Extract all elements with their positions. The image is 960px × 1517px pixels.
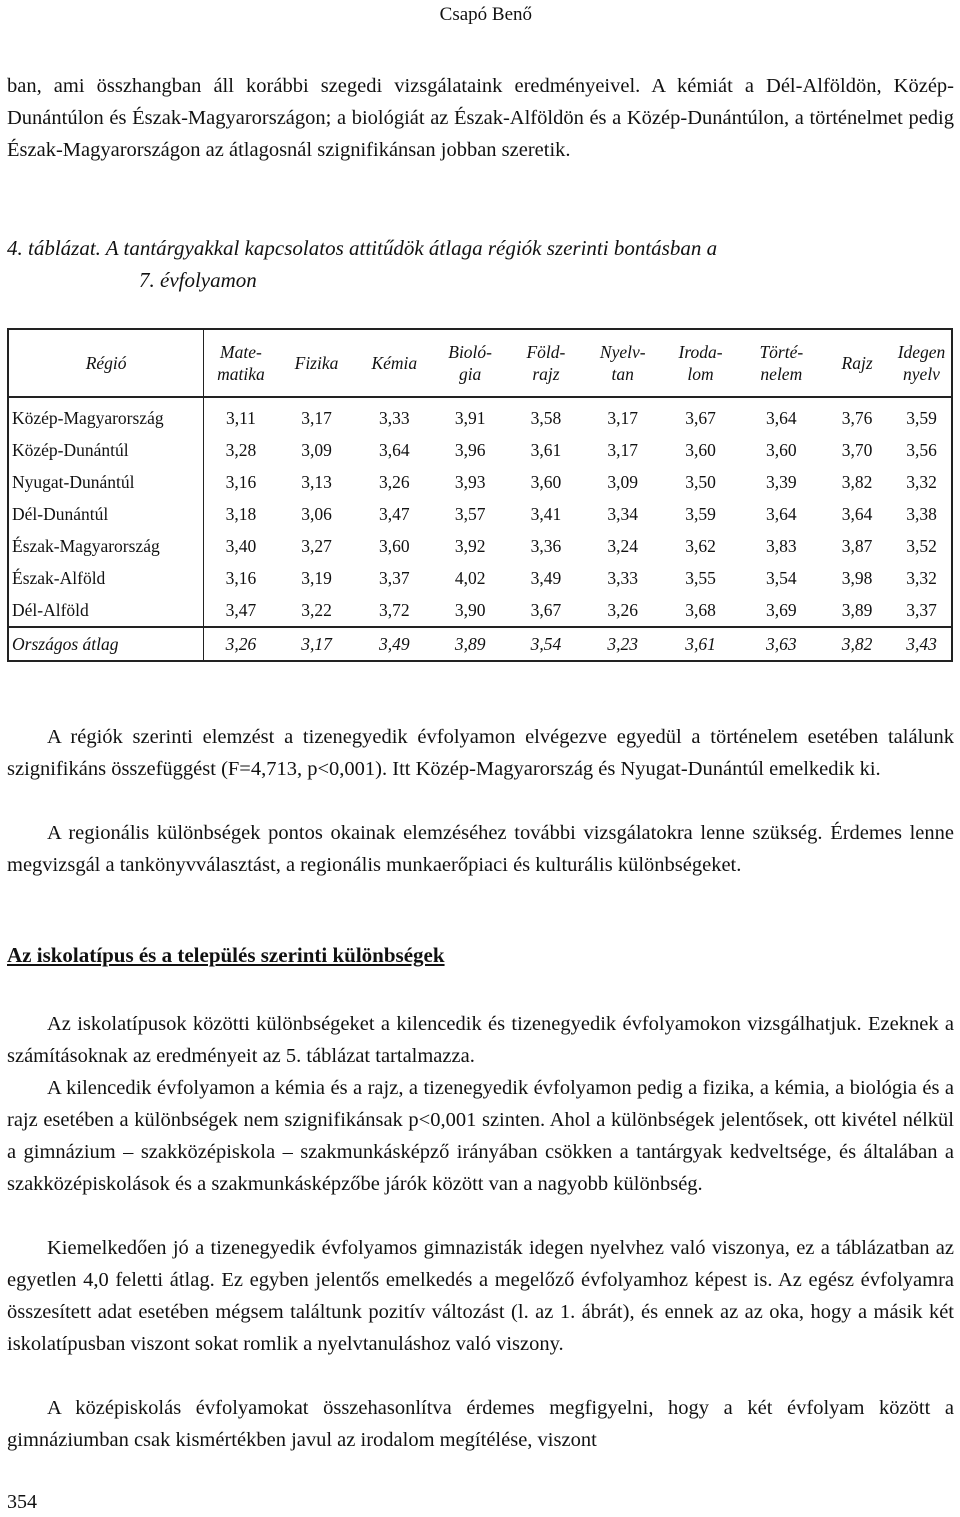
value-cell: 3,17 xyxy=(607,407,639,428)
value-cell: 3,60 xyxy=(530,471,562,492)
region-name-cell: Nyugat-Dunántúl xyxy=(8,466,204,498)
value-cell: 3,83 xyxy=(766,535,797,556)
average-row xyxy=(8,627,952,661)
section-paragraph-1: Az iskolatípusok közötti különbségeket a kilencedik és tizenegyedik évfolyamokon vizsgálhatjuk. Ezeknek a számításoknak az eredményeit az 5. táblázat tartalmazza. xyxy=(7,1013,954,1067)
value-cell: 3,24 xyxy=(607,535,639,556)
header-subject-part: Mate- xyxy=(220,342,262,362)
header-subject xyxy=(585,329,661,397)
value-cell: 3,96 xyxy=(454,439,486,460)
value-cell: 3,41 xyxy=(530,503,562,524)
table-caption xyxy=(7,232,954,296)
value-cell: 3,09 xyxy=(301,439,332,460)
header-subject-part: gia xyxy=(458,364,482,384)
value-cell: 3,61 xyxy=(661,627,741,661)
value-cell: 3,56 xyxy=(892,434,952,466)
value-cell: 3,64 xyxy=(766,407,797,428)
value-cell: 3,89 xyxy=(433,627,507,661)
value-cell: 3,06 xyxy=(301,503,332,524)
value-cell: 4,02 xyxy=(454,567,486,588)
value-cell: 3,60 xyxy=(379,535,410,556)
value-cell: 3,98 xyxy=(841,567,873,588)
value-cell: 3,47 xyxy=(225,599,257,620)
table-header-row xyxy=(8,329,952,397)
header-subject-part: Bioló- xyxy=(448,342,492,362)
header-subject xyxy=(822,329,892,397)
value-cell: 3,09 xyxy=(607,471,639,492)
value-cell: 3,23 xyxy=(585,627,661,661)
header-subject-part: tan xyxy=(611,364,634,384)
value-cell: 3,64 xyxy=(766,503,797,524)
value-cell: 3,87 xyxy=(841,535,873,556)
header-subject-part: Iroda- xyxy=(678,342,723,362)
value-cell: 3,32 xyxy=(892,562,952,594)
table-row xyxy=(8,530,952,562)
value-cell: 3,17 xyxy=(278,627,356,661)
region-name-cell: Közép-Magyarország xyxy=(8,397,204,434)
value-cell: 3,54 xyxy=(766,567,797,588)
section-paragraph-2: A kilencedik évfolyamon a kémia és a rajz, a tizenegyedik évfolyamon pedig a fizika, a kémia, a biológia és a rajz esetében a különbségek nem szignifikánsak p<0,001 szinten. Ahol a különbségek jelentősek, ott kivétel nélkül a gimnázium – szakközépiskola – szakmunkásképző irányában csökken a tantárgyak kedveltsége, és általában a szakközépiskolások és a szakmunkásképzőbe járók között van a nagyobb különbség. xyxy=(7,1077,954,1195)
value-cell: 3,60 xyxy=(685,439,716,460)
header-subject xyxy=(278,329,356,397)
value-cell: 3,67 xyxy=(685,407,716,428)
value-cell: 3,49 xyxy=(530,567,562,588)
value-cell: 3,34 xyxy=(607,503,639,524)
region-name-cell: Dél-Dunántúl xyxy=(8,498,204,530)
value-cell: 3,58 xyxy=(530,407,562,428)
value-cell: 3,55 xyxy=(685,567,716,588)
value-cell: 3,60 xyxy=(766,439,797,460)
value-cell: 3,93 xyxy=(454,471,486,492)
header-subject xyxy=(740,329,822,397)
header-subject xyxy=(433,329,507,397)
regional-attitude-table xyxy=(7,328,953,662)
value-cell: 3,76 xyxy=(841,407,873,428)
section-paragraph-3: Kiemelkedően jó a tizenegyedik évfolyamos gimnazisták idegen nyelvhez való viszonya, ez a táblázatban az egyetlen 4,0 feletti átlag. Ez egyben jelentős emelkedés a megelőző évfolyamhoz képest is. Az egész évfolyamra összesített adat esetében mégsem találtunk pozitív változást (l. az 1. ábrát), és ennek az az oka, hogy a másik két iskolatípusban viszont sokat romlik a nyelvtanuláshoz való viszony. xyxy=(7,1237,954,1355)
table-row xyxy=(8,434,952,466)
value-cell: 3,33 xyxy=(607,567,639,588)
table-row xyxy=(8,562,952,594)
header-subject-part: Rajz xyxy=(841,353,873,373)
value-cell: 3,47 xyxy=(379,503,410,524)
region-name-cell: Észak-Alföld xyxy=(8,562,204,594)
header-subject-part: rajz xyxy=(532,364,560,384)
header-subject-part: nyelv xyxy=(903,364,940,384)
table-body xyxy=(8,397,952,661)
value-cell: 3,49 xyxy=(355,627,433,661)
running-header: Csapó Benő xyxy=(439,4,532,25)
intro-paragraph: ban, ami összhangban áll korábbi szegedi vizsgálataink eredményeivel. A kémiát a Dél-Alföldön, Közép-Dunántúlon és Észak-Magyarországon; a biológiát az Észak-Alföldön és a Közép-Dunántúlon, a történelmet pedig Észak-Magyarországon az átlagosnál szignifikánsan jobban szeretik. xyxy=(7,75,954,161)
value-cell: 3,68 xyxy=(685,599,716,620)
value-cell: 3,36 xyxy=(530,535,562,556)
value-cell: 3,37 xyxy=(379,567,410,588)
table-row xyxy=(8,466,952,498)
header-region: Régió xyxy=(8,329,204,397)
header-subject-part: Idegen xyxy=(897,342,946,362)
header-subject xyxy=(661,329,741,397)
page-number: 354 xyxy=(7,1491,37,1513)
value-cell: 3,39 xyxy=(766,471,797,492)
header-subject-part: Föld- xyxy=(526,342,566,362)
header-subject xyxy=(355,329,433,397)
header-subject-part: lom xyxy=(687,364,714,384)
value-cell: 3,16 xyxy=(225,567,257,588)
region-name-cell: Országos átlag xyxy=(8,627,204,661)
value-cell: 3,69 xyxy=(766,599,797,620)
value-cell: 3,28 xyxy=(225,439,257,460)
value-cell: 3,17 xyxy=(607,439,639,460)
value-cell: 3,59 xyxy=(892,397,952,434)
value-cell: 3,50 xyxy=(685,471,716,492)
value-cell: 3,72 xyxy=(379,599,410,620)
header-subject xyxy=(507,329,585,397)
section-paragraph-4: A középiskolás évfolyamokat összehasonlítva érdemes megfigyelni, hogy a két évfolyam között a gimnáziumban csak kismértékben javul az irodalom megítélése, viszont xyxy=(7,1397,954,1451)
table-row xyxy=(8,498,952,530)
value-cell: 3,26 xyxy=(204,627,278,661)
value-cell: 3,54 xyxy=(507,627,585,661)
value-cell: 3,22 xyxy=(301,599,332,620)
header-subject-part: nelem xyxy=(760,364,803,384)
table-caption-line2: 7. évfolyamon xyxy=(139,268,257,292)
value-cell: 3,89 xyxy=(841,599,873,620)
value-cell: 3,37 xyxy=(892,594,952,627)
header-subject-part: Kémia xyxy=(371,353,418,373)
value-cell: 3,82 xyxy=(841,471,873,492)
value-cell: 3,43 xyxy=(892,627,952,661)
value-cell: 3,90 xyxy=(454,599,486,620)
value-cell: 3,16 xyxy=(225,471,257,492)
value-cell: 3,33 xyxy=(379,407,410,428)
table-row xyxy=(8,397,952,434)
value-cell: 3,19 xyxy=(301,567,332,588)
value-cell: 3,17 xyxy=(301,407,332,428)
value-cell: 3,61 xyxy=(530,439,562,460)
value-cell: 3,57 xyxy=(454,503,486,524)
value-cell: 3,64 xyxy=(841,503,873,524)
paragraph-after-table-1: A régiók szerinti elemzést a tizenegyedik évfolyamon elvégezve egyedül a történelem esetében találunk szignifikáns összefüggést (F=4,713, p<0,001). Itt Közép-Magyarország és Nyugat-Dunántúl emelkedik ki. xyxy=(7,726,954,780)
value-cell: 3,11 xyxy=(225,407,256,428)
value-cell: 3,40 xyxy=(225,535,257,556)
value-cell: 3,52 xyxy=(892,530,952,562)
value-cell: 3,62 xyxy=(685,535,716,556)
value-cell: 3,70 xyxy=(841,439,873,460)
header-subject-part: Törté- xyxy=(759,342,804,362)
value-cell: 3,91 xyxy=(454,407,486,428)
value-cell: 3,13 xyxy=(301,471,332,492)
table-caption-line1: 4. táblázat. A tantárgyakkal kapcsolatos attitűdök átlaga régiók szerinti bontásban a xyxy=(7,236,718,260)
value-cell: 3,26 xyxy=(607,599,639,620)
value-cell: 3,27 xyxy=(301,535,332,556)
value-cell: 3,26 xyxy=(379,471,410,492)
value-cell: 3,92 xyxy=(454,535,486,556)
paragraph-after-table-2: A regionális különbségek pontos okainak elemzéséhez további vizsgálatokra lenne szükség. Érdemes lenne megvizsgál a tankönyvválasztást, a regionális munkaerőpiaci és kulturális különbségeket. xyxy=(7,822,954,876)
value-cell: 3,18 xyxy=(225,503,257,524)
value-cell: 3,38 xyxy=(892,498,952,530)
header-subject-part: matika xyxy=(217,364,265,384)
value-cell: 3,82 xyxy=(822,627,892,661)
value-cell: 3,64 xyxy=(379,439,410,460)
value-cell: 3,59 xyxy=(685,503,716,524)
value-cell: 3,63 xyxy=(740,627,822,661)
section-heading: Az iskolatípus és a település szerinti különbségek xyxy=(7,943,445,967)
header-subject-part: Fizika xyxy=(294,353,339,373)
region-name-cell: Közép-Dunántúl xyxy=(8,434,204,466)
table-row xyxy=(8,594,952,627)
header-subject xyxy=(892,329,952,397)
region-name-cell: Észak-Magyarország xyxy=(8,530,204,562)
header-subject-part: Nyelv- xyxy=(599,342,646,362)
header-subject xyxy=(204,329,278,397)
value-cell: 3,32 xyxy=(892,466,952,498)
value-cell: 3,67 xyxy=(530,599,562,620)
region-name-cell: Dél-Alföld xyxy=(8,594,204,627)
